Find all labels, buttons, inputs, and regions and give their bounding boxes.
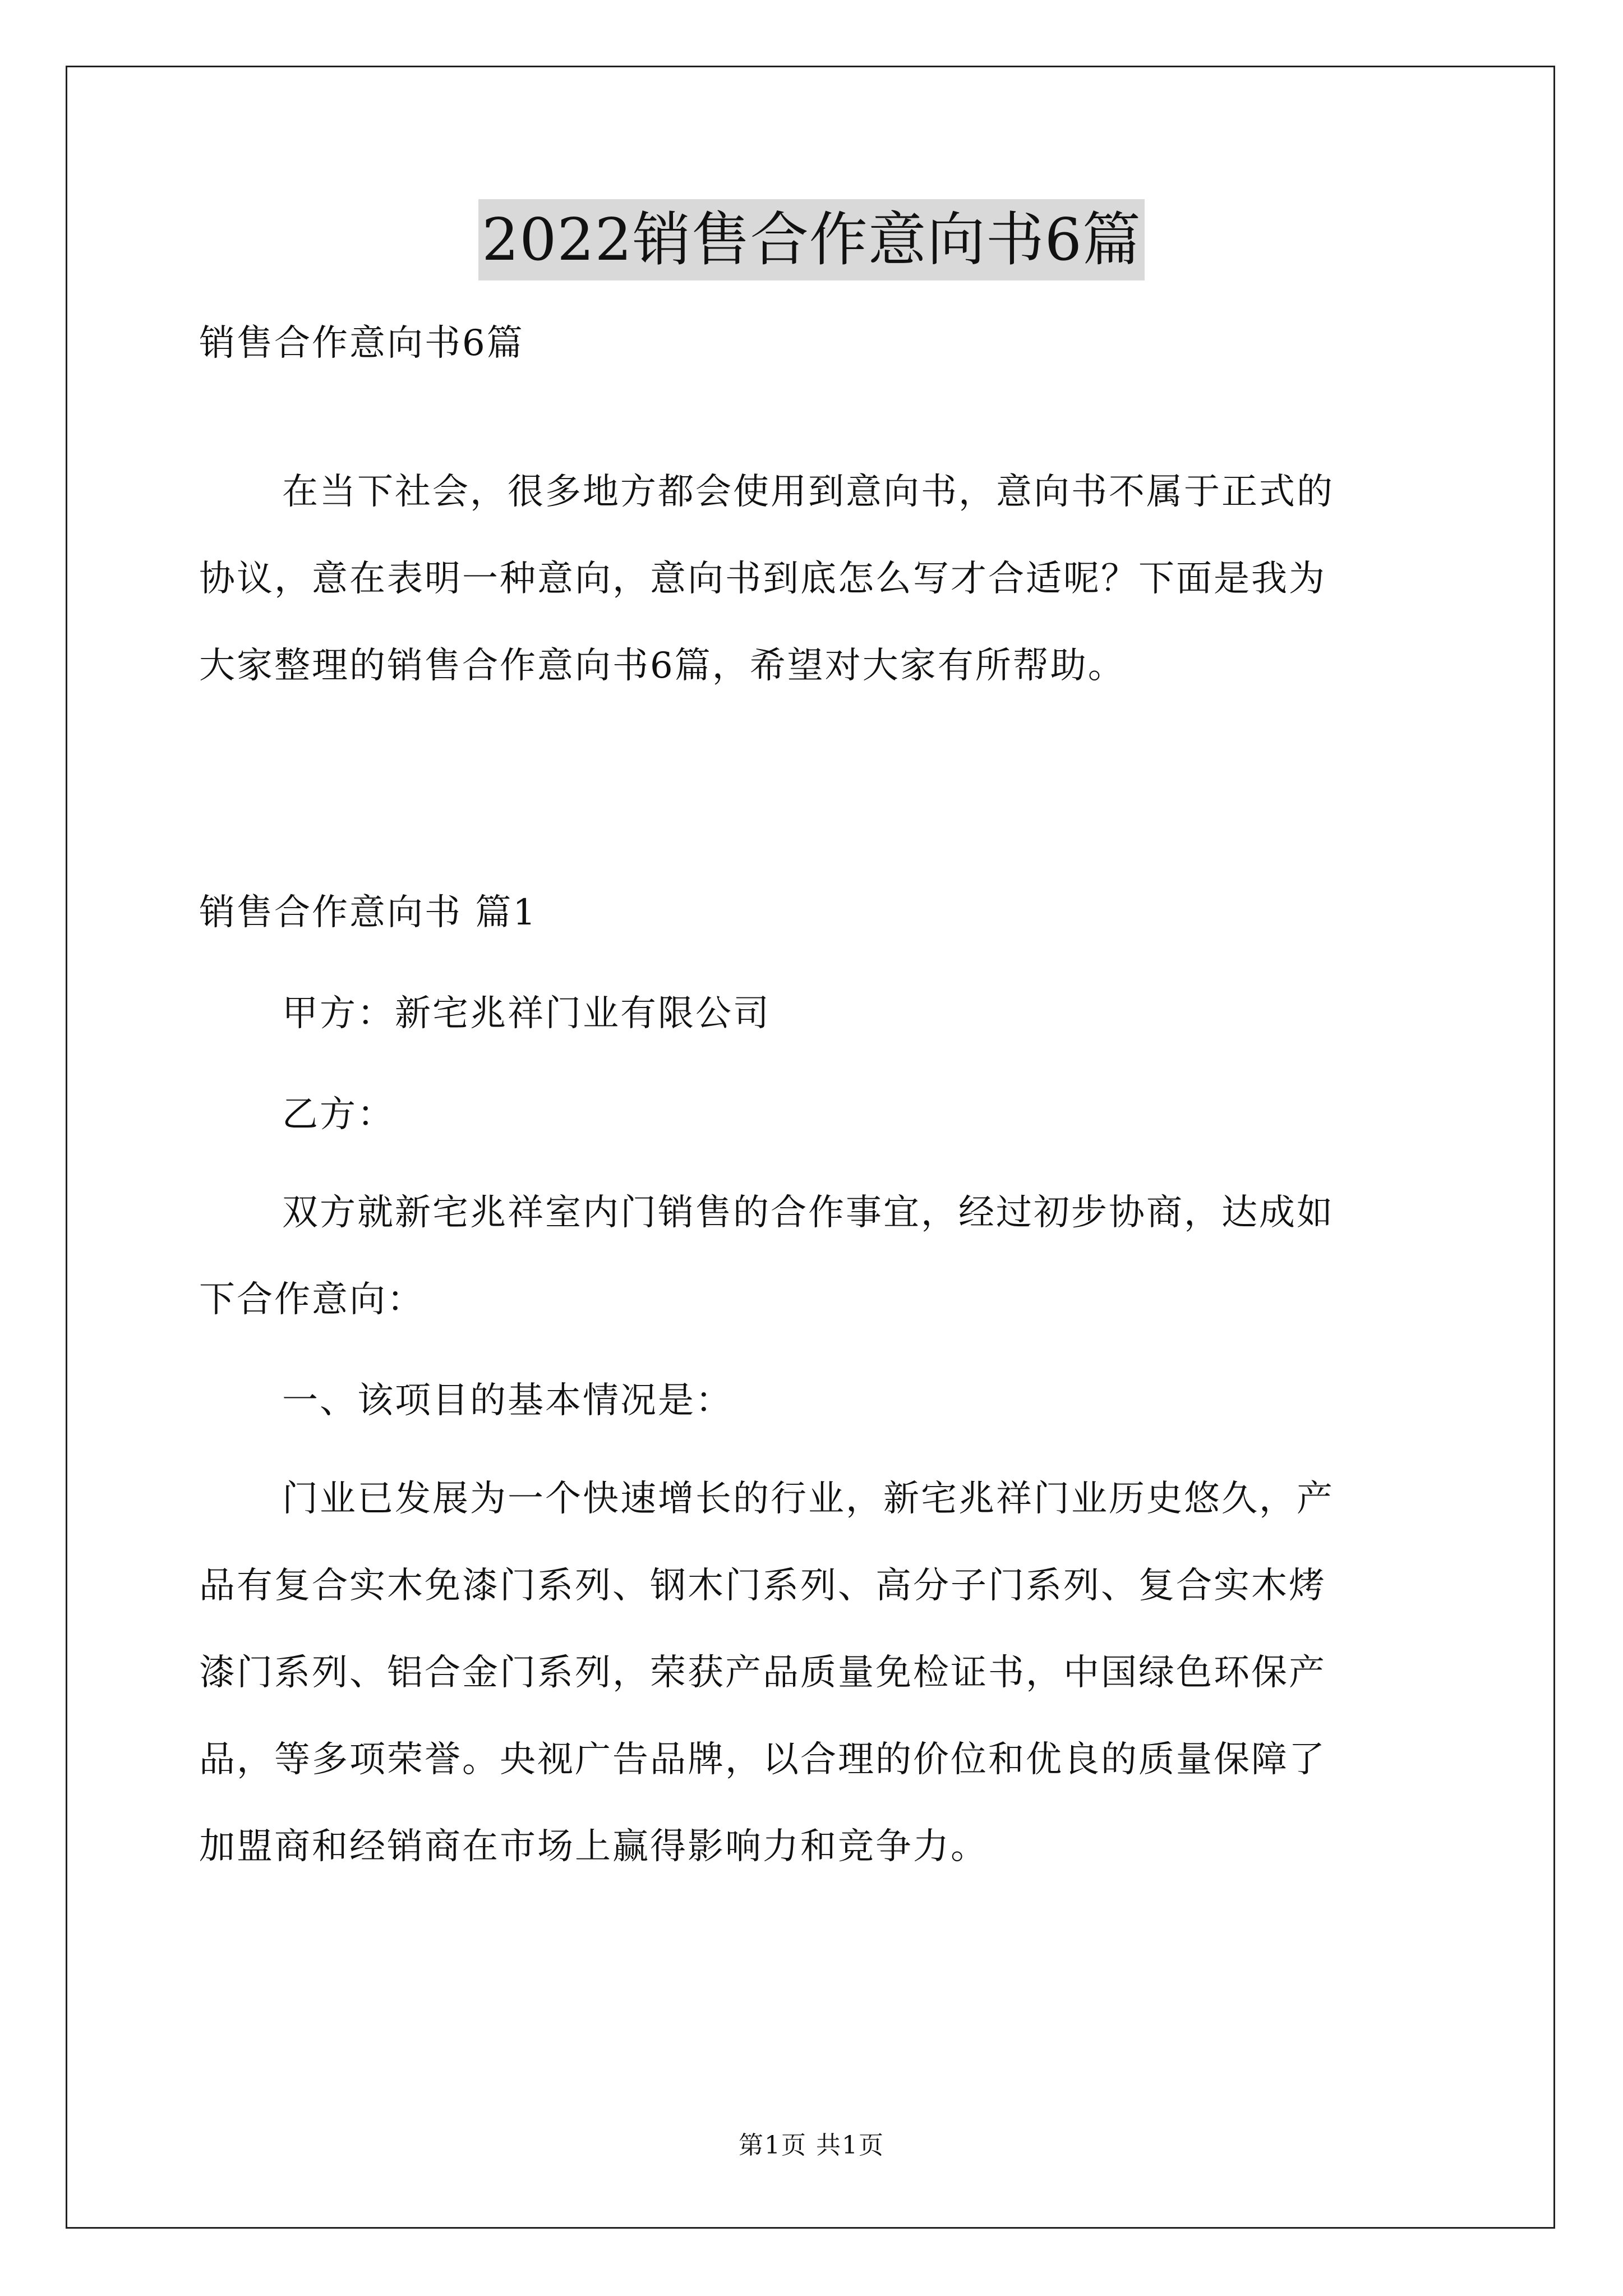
para1-line-2: 下合作意向： <box>199 1279 425 1320</box>
party-a: 甲方：新宅兆祥门业有限公司 <box>282 993 771 1034</box>
para2-line-5: 加盟商和经销商在市场上赢得影响力和竞争力。 <box>199 1826 988 1867</box>
para1-line-1: 双方就新宅兆祥室内门销售的合作事宜，经过初步协商，达成如 <box>282 1192 1334 1234</box>
para2-line-4: 品，等多项荣誉。央视广告品牌，以合理的价位和优良的质量保障了 <box>199 1739 1326 1780</box>
intro-line-3: 大家整理的销售合作意向书6篇，希望对大家有所帮助。 <box>199 645 1126 687</box>
title-container <box>0 199 1623 280</box>
item1-heading: 一、该项目的基本情况是： <box>282 1380 733 1421</box>
subtitle: 销售合作意向书6篇 <box>199 323 524 364</box>
page-border <box>66 66 1555 2229</box>
para2-line-1: 门业已发展为一个快速增长的行业，新宅兆祥门业历史悠久，产 <box>282 1478 1334 1520</box>
party-b: 乙方： <box>282 1094 395 1135</box>
intro-line-1: 在当下社会，很多地方都会使用到意向书，意向书不属于正式的 <box>282 471 1334 513</box>
intro-line-2: 协议，意在表明一种意向，意向书到底怎么写才合适呢？下面是我为 <box>199 558 1326 600</box>
page-footer: 第1页 共1页 <box>739 2131 884 2160</box>
section-heading: 销售合作意向书 篇1 <box>199 892 538 933</box>
para2-line-2: 品有复合实木免漆门系列、钢木门系列、高分子门系列、复合实木烤 <box>199 1565 1326 1607</box>
para2-line-3: 漆门系列、铝合金门系列，荣获产品质量免检证书，中国绿色环保产 <box>199 1652 1326 1694</box>
document-title: 2022销售合作意向书6篇 <box>478 199 1145 280</box>
